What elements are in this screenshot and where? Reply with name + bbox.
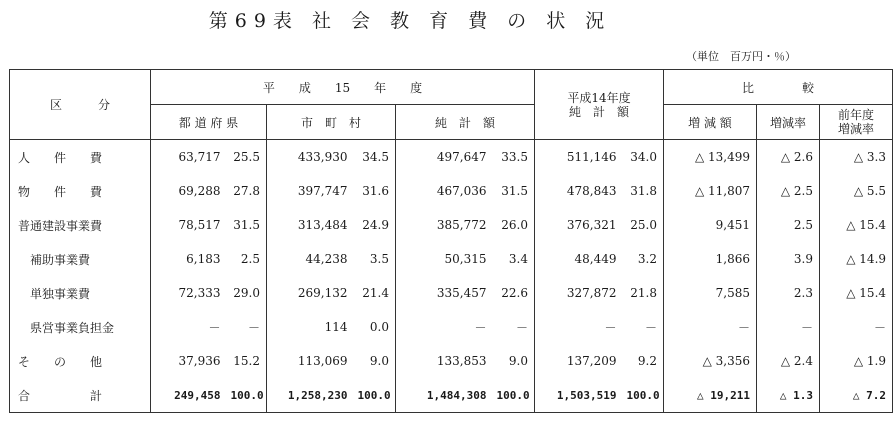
cell-muni: 433,930 (297, 150, 348, 164)
cell-net: 467,036 (436, 184, 487, 198)
cell-pref-pct: 2.5 (227, 242, 267, 276)
cell-change-rate: △ 2.5 (757, 174, 820, 208)
cell-prev-rate: △ 3.3 (820, 140, 893, 175)
cell-prev: 137,209 (566, 354, 617, 368)
cell-pref-pct: 31.5 (227, 208, 267, 242)
cell-net: 335,457 (436, 286, 487, 300)
table-row (10, 242, 893, 276)
cell-prev-pct: 3.2 (623, 242, 664, 276)
unit-note: （単位 百万円・％） (686, 50, 796, 63)
prev-rate-header-line1: 前年度 (838, 108, 875, 122)
comparison-header: 比 較 (664, 70, 893, 105)
total-net-pct: 100.0 (493, 378, 535, 413)
cell-change-rate: 2.3 (757, 276, 820, 310)
total-prev: 1,503,519 (535, 378, 623, 413)
cell-muni: 44,238 (305, 252, 348, 266)
row-label: そ の 他 (10, 344, 151, 378)
cell-prev: 48,449 (574, 252, 617, 266)
cell-net-pct: 22.6 (493, 276, 535, 310)
h15-header: 平 成 15 年 度 (151, 70, 535, 105)
cell-muni-pct: 3.5 (354, 242, 396, 276)
row-label: 人 件 費 (10, 140, 151, 175)
cell-net: － (474, 320, 487, 335)
prev-rate-header (820, 105, 893, 140)
cell-net: 133,853 (436, 354, 487, 368)
cell-change-rate: － (757, 310, 820, 344)
cell-muni: 113,069 (297, 354, 348, 368)
cell-net-pct: 31.5 (493, 174, 535, 208)
cell-net-pct: 26.0 (493, 208, 535, 242)
total-prev-rate: △ 7.2 (820, 378, 893, 413)
cell-pref-pct: 27.8 (227, 174, 267, 208)
cell-prev-rate: － (820, 310, 893, 344)
cell-net: 497,647 (436, 150, 487, 164)
cell-net-pct: － (493, 310, 535, 344)
row-label: 県営事業負担金 (10, 310, 151, 344)
municipality-header: 市 町 村 (267, 105, 396, 140)
cell-change-rate: 2.5 (757, 208, 820, 242)
total-muni: 1,258,230 (267, 378, 354, 413)
cell-pref: 69,288 (178, 184, 221, 198)
total-label: 合 計 (10, 378, 151, 413)
header-row-1 (10, 70, 893, 105)
cell-prev-rate: △ 15.4 (820, 208, 893, 242)
cell-prev-pct: 25.0 (623, 208, 664, 242)
total-net: 1,484,308 (396, 378, 493, 413)
total-muni-pct: 100.0 (354, 378, 396, 413)
total-change: △ 19,211 (664, 378, 757, 413)
cell-change: △ 13,499 (664, 140, 757, 175)
table-row (10, 174, 893, 208)
row-label: 単独事業費 (10, 276, 151, 310)
cell-prev-rate: △ 15.4 (820, 276, 893, 310)
cell-muni: 397,747 (297, 184, 348, 198)
cell-change: 1,866 (664, 242, 757, 276)
page-title: 第69表 社 会 教 育 費 の 状 況 (208, 10, 612, 32)
cell-prev-rate: △ 14.9 (820, 242, 893, 276)
education-expense-table (9, 69, 893, 413)
cell-prev-rate: △ 5.5 (820, 174, 893, 208)
cell-muni-pct: 9.0 (354, 344, 396, 378)
cell-pref: 63,717 (178, 150, 221, 164)
cell-pref: 37,936 (178, 354, 221, 368)
cell-prev-pct: 31.8 (623, 174, 664, 208)
cell-muni: 313,484 (297, 218, 348, 232)
change-amount-header: 増 減 額 (664, 105, 757, 140)
cell-pref-pct: 29.0 (227, 276, 267, 310)
cell-change: △ 3,356 (664, 344, 757, 378)
total-pref: 249,458 (151, 378, 227, 413)
h14-header (535, 70, 664, 140)
total-pref-pct: 100.0 (227, 378, 267, 413)
cell-change-rate: △ 2.6 (757, 140, 820, 175)
row-label: 補助事業費 (10, 242, 151, 276)
total-change-rate: △ 1.3 (757, 378, 820, 413)
cell-change-rate: △ 2.4 (757, 344, 820, 378)
prefecture-header: 都 道 府 県 (151, 105, 267, 140)
total-row (10, 378, 893, 413)
cell-prev-rate: △ 1.9 (820, 344, 893, 378)
cell-pref: 72,333 (178, 286, 221, 300)
cell-muni: 269,132 (297, 286, 348, 300)
cell-muni-pct: 24.9 (354, 208, 396, 242)
cell-prev: 376,321 (566, 218, 617, 232)
table-row (10, 140, 893, 175)
cell-prev-pct: － (623, 310, 664, 344)
table-row (10, 310, 893, 344)
cell-net-pct: 9.0 (493, 344, 535, 378)
net-total-header: 純 計 額 (396, 105, 535, 140)
cell-pref: 78,517 (178, 218, 221, 232)
category-header: 区 分 (10, 70, 151, 140)
cell-pref-pct: 25.5 (227, 140, 267, 175)
h14-header-line1: 平成14年度 (567, 90, 631, 105)
cell-prev: － (604, 320, 617, 335)
cell-pref-pct: － (227, 310, 267, 344)
row-label: 物 件 費 (10, 174, 151, 208)
cell-change: 9,451 (664, 208, 757, 242)
cell-muni-pct: 21.4 (354, 276, 396, 310)
cell-muni: 114 (324, 320, 348, 334)
row-label: 普通建設事業費 (10, 208, 151, 242)
prev-rate-header-line2: 増減率 (838, 122, 875, 136)
cell-prev-pct: 21.8 (623, 276, 664, 310)
change-rate-header: 増減率 (757, 105, 820, 140)
cell-change: 7,585 (664, 276, 757, 310)
cell-pref: 6,183 (186, 252, 221, 266)
cell-prev: 511,146 (566, 150, 617, 164)
cell-net: 50,315 (444, 252, 487, 266)
cell-net: 385,772 (436, 218, 487, 232)
cell-net-pct: 3.4 (493, 242, 535, 276)
cell-muni-pct: 0.0 (354, 310, 396, 344)
cell-prev: 327,872 (566, 286, 617, 300)
table-row (10, 276, 893, 310)
cell-change-rate: 3.9 (757, 242, 820, 276)
cell-prev-pct: 9.2 (623, 344, 664, 378)
h14-header-line2: 純 計 額 (568, 104, 629, 119)
cell-muni-pct: 34.5 (354, 140, 396, 175)
cell-net-pct: 33.5 (493, 140, 535, 175)
cell-pref: － (208, 320, 221, 335)
cell-change: △ 11,807 (664, 174, 757, 208)
cell-pref-pct: 15.2 (227, 344, 267, 378)
cell-prev: 478,843 (566, 184, 617, 198)
cell-prev-pct: 34.0 (623, 140, 664, 175)
cell-muni-pct: 31.6 (354, 174, 396, 208)
table-row (10, 208, 893, 242)
cell-change: － (664, 310, 757, 344)
total-prev-pct: 100.0 (623, 378, 664, 413)
table-row (10, 344, 893, 378)
